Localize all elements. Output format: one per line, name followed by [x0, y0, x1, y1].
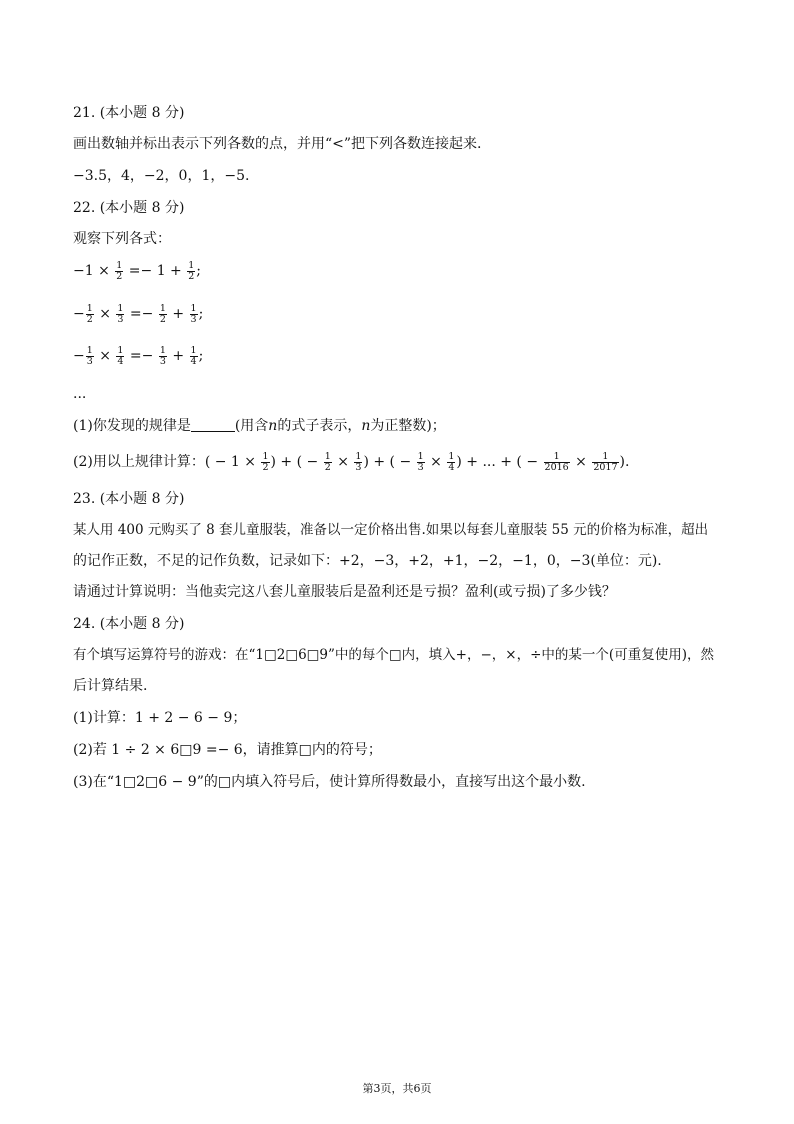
fraction: $\frac{1}{4}$	[117, 344, 124, 367]
q23-line-1: 某人用 400 元购买了 8 套儿童服装，准备以一定价格出售.如果以每套儿童服装 55 元的价格为标准，超出	[73, 522, 709, 538]
q22-equation-2: − $\frac{1}{2}$ × $\frac{1}{3}$ =− $\frac{1}{2}$ + $\frac{1}{3}$ ;	[73, 302, 204, 325]
ellipsis: ...	[73, 386, 87, 402]
q23-line-2: 的记作正数，不足的记作负数，记录如下：+2，−3，+2，+1，−2，−1，0，−3(单位：元).	[73, 553, 662, 569]
q22-part-1: (1)你发现的规律是 (用含𝑛的式子表示，𝑛为正整数)；	[73, 418, 446, 434]
fraction: $\frac{1}{2017}$	[593, 450, 618, 473]
fraction: $\frac{1}{3}$	[86, 344, 93, 367]
q24-part-2: (2)若 1 ÷ 2 × 6□9 =− 6，请推算□内的符号；	[73, 742, 382, 758]
fraction: $\frac{1}{3}$	[355, 450, 362, 473]
q24-line-2: 后计算结果.	[73, 678, 148, 694]
q22-part-2: (2)用以上规律计算：( − 1 × $\frac{1}{2}$ ) + ( − $\frac{1}{2}$ × $\frac{1}{3}$ ) + ( − $\frac{1}{3}$ × $\frac{1}{4}$ ) + ... + ( − $\frac{1}{2016}$ × $\frac{1}{2017}$ ).	[73, 450, 630, 473]
q22-header: 22. (本小题 8 分)	[73, 200, 185, 216]
q24-part-3: (3)在“1□2□6 − 9”的□内填入符号后，使计算所得数最小，直接写出这个最小数.	[73, 774, 586, 790]
q21-instruction: 画出数轴并标出表示下列各数的点，并用“<”把下列各数连接起来.	[73, 136, 482, 152]
fraction: $\frac{1}{2}$	[159, 302, 166, 325]
answer-blank[interactable]	[191, 417, 235, 432]
q22-equation-1: −1 × $\frac{1}{2}$ =− 1 + $\frac{1}{2}$ ;	[73, 259, 201, 282]
fraction: $\frac{1}{2}$	[324, 450, 331, 473]
q22-intro: 观察下列各式：	[73, 231, 171, 247]
fraction: $\frac{1}{2}$	[262, 450, 269, 473]
fraction: $\frac{1}{3}$	[117, 302, 124, 325]
page-footer: 第3页，共6页	[362, 1082, 432, 1095]
q23-line-3: 请通过计算说明：当他卖完这八套儿童服装后是盈利还是亏损？盈利(或亏损)了多少钱？	[73, 584, 616, 600]
q21-numbers: −3.5，4，−2，0，1，−5.	[73, 168, 250, 184]
fraction: $\frac{1}{3}$	[190, 302, 197, 325]
fraction: $\frac{1}{2}$	[116, 259, 123, 282]
fraction: $\frac{1}{3}$	[417, 450, 424, 473]
q21-header: 21. (本小题 8 分)	[73, 105, 185, 121]
fraction: $\frac{1}{4}$	[190, 344, 197, 367]
fraction: $\frac{1}{2}$	[188, 259, 195, 282]
q24-line-1: 有个填写运算符号的游戏：在“1□2□6□9”中的每个□内，填入+，−，×，÷中的某一个(可重复使用)，然	[73, 647, 714, 663]
q24-header: 24. (本小题 8 分)	[73, 616, 185, 632]
fraction: $\frac{1}{4}$	[448, 450, 455, 473]
fraction: $\frac{1}{2}$	[86, 302, 93, 325]
fraction: $\frac{1}{2016}$	[544, 450, 569, 473]
q24-part-1: (1)计算：1 + 2 − 6 − 9；	[73, 710, 247, 726]
fraction: $\frac{1}{3}$	[159, 344, 166, 367]
q23-header: 23. (本小题 8 分)	[73, 491, 185, 507]
q22-equation-3: − $\frac{1}{3}$ × $\frac{1}{4}$ =− $\frac{1}{3}$ + $\frac{1}{4}$ ;	[73, 344, 204, 367]
